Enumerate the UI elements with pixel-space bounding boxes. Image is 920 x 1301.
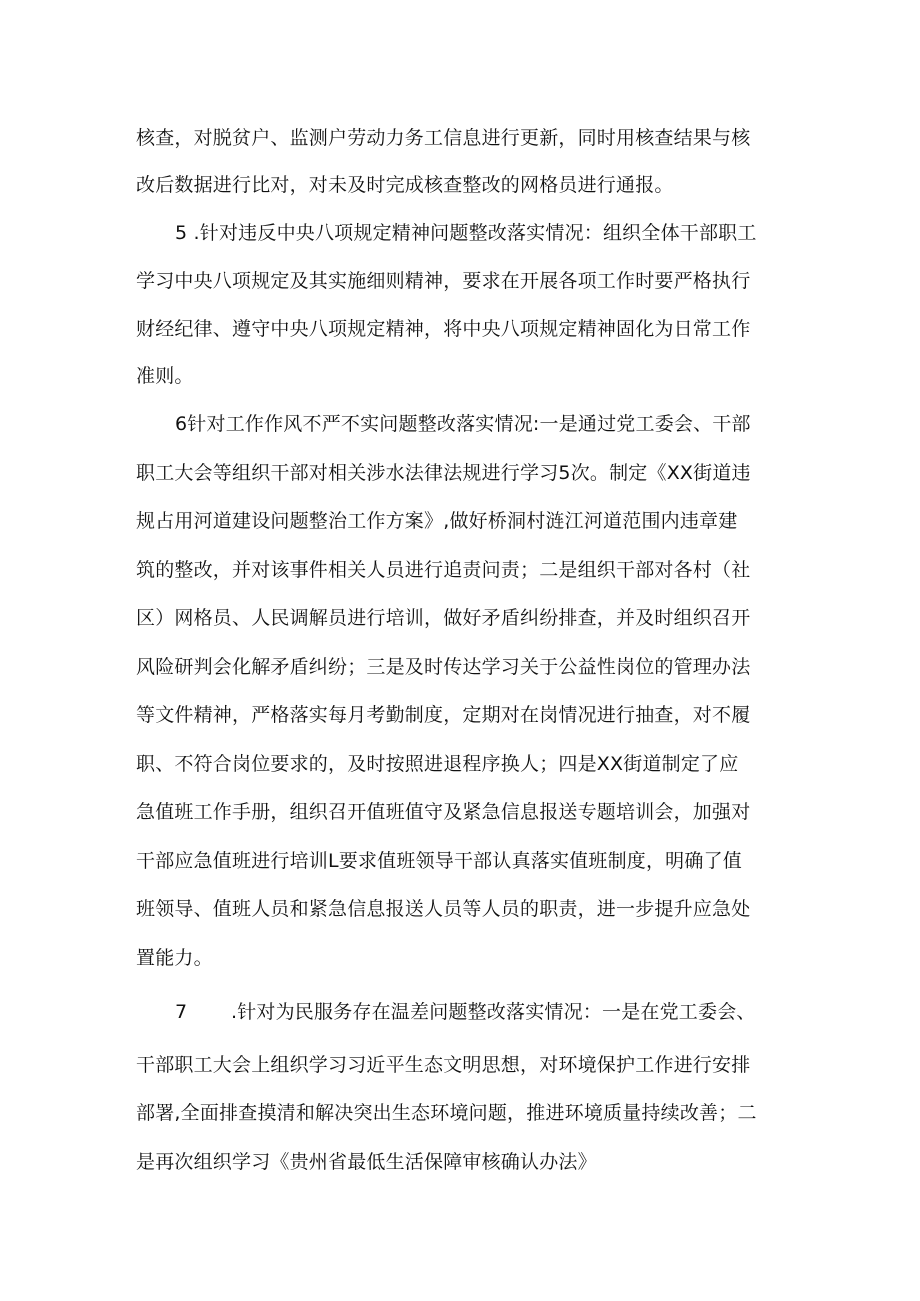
text-line: 是再次组织学习《贵州省最低生活保障审核确认办法》 [136,1151,597,1173]
text-line: 等文件精神，严格落实每月考勤制度，定期对在岗情况进行抽查，对不履 [136,704,751,726]
text-line: 干部职工大会上组织学习习近平生态文明思想，对环境保护工作进行安排 [136,1054,751,1076]
text-line: 规占用河道建设问题整治工作方案》,做好桥洞村涟江河道范围内违章建 [136,510,738,532]
text-line: 职、不符合岗位要求的，及时按照进退程序换人；四是XX街道制定了应 [136,753,739,775]
text-line: 改后数据进行比对，对未及时完成核查整改的网格员进行通报。 [136,174,674,196]
text-line: 7 .针对为民服务存在温差问题整改落实情况：一是在党工委会、 [175,1001,756,1023]
text-line: 筑的整改，并对该事件相关人员进行追责问责；二是组织干部对各村（社 [136,559,751,581]
text-line: 5 .针对违反中央八项规定精神问题整改落实情况：组织全体干部职工 [175,222,757,244]
text-line: 干部应急值班进行培训L要求值班领导干部认真落实值班制度，明确了值 [136,850,742,872]
text-line: 学习中央八项规定及其实施细则精神，要求在开展各项工作时要严格执行 [136,270,751,292]
text-line: 财经纪律、遵守中央八项规定精神，将中央八项规定精神固化为日常工作 [136,318,751,340]
text-line: 部署,全面排查摸清和解决突出生态环境问题，推进环境质量持续改善；二 [136,1102,757,1124]
text-line: 6针对工作作风不严不实问题整改落实情况:一是通过党工委会、干部 [175,413,751,435]
text-line: 准则。 [136,365,194,387]
text-line: 置能力。 [136,947,213,969]
text-line: 急值班工作手册，组织召开值班值守及紧急信息报送专题培训会，加强对 [136,801,751,823]
text-line: 风险研判会化解矛盾纠纷；三是及时传达学习关于公益性岗位的管理办法 [136,656,751,678]
text-line: 班领导、值班人员和紧急信息报送人员等人员的职责，进一步提升应急处 [136,898,751,920]
text-line: 区）网格员、人民调解员进行培训，做好矛盾纠纷排查，并及时组织召开 [136,607,751,629]
text-line: 核查，对脱贫户、监测户劳动力务工信息进行更新，同时用核查结果与核 [136,127,751,149]
text-line: 职工大会等组织干部对相关涉水法律法规进行学习5次。制定《XX街道违 [136,462,751,484]
